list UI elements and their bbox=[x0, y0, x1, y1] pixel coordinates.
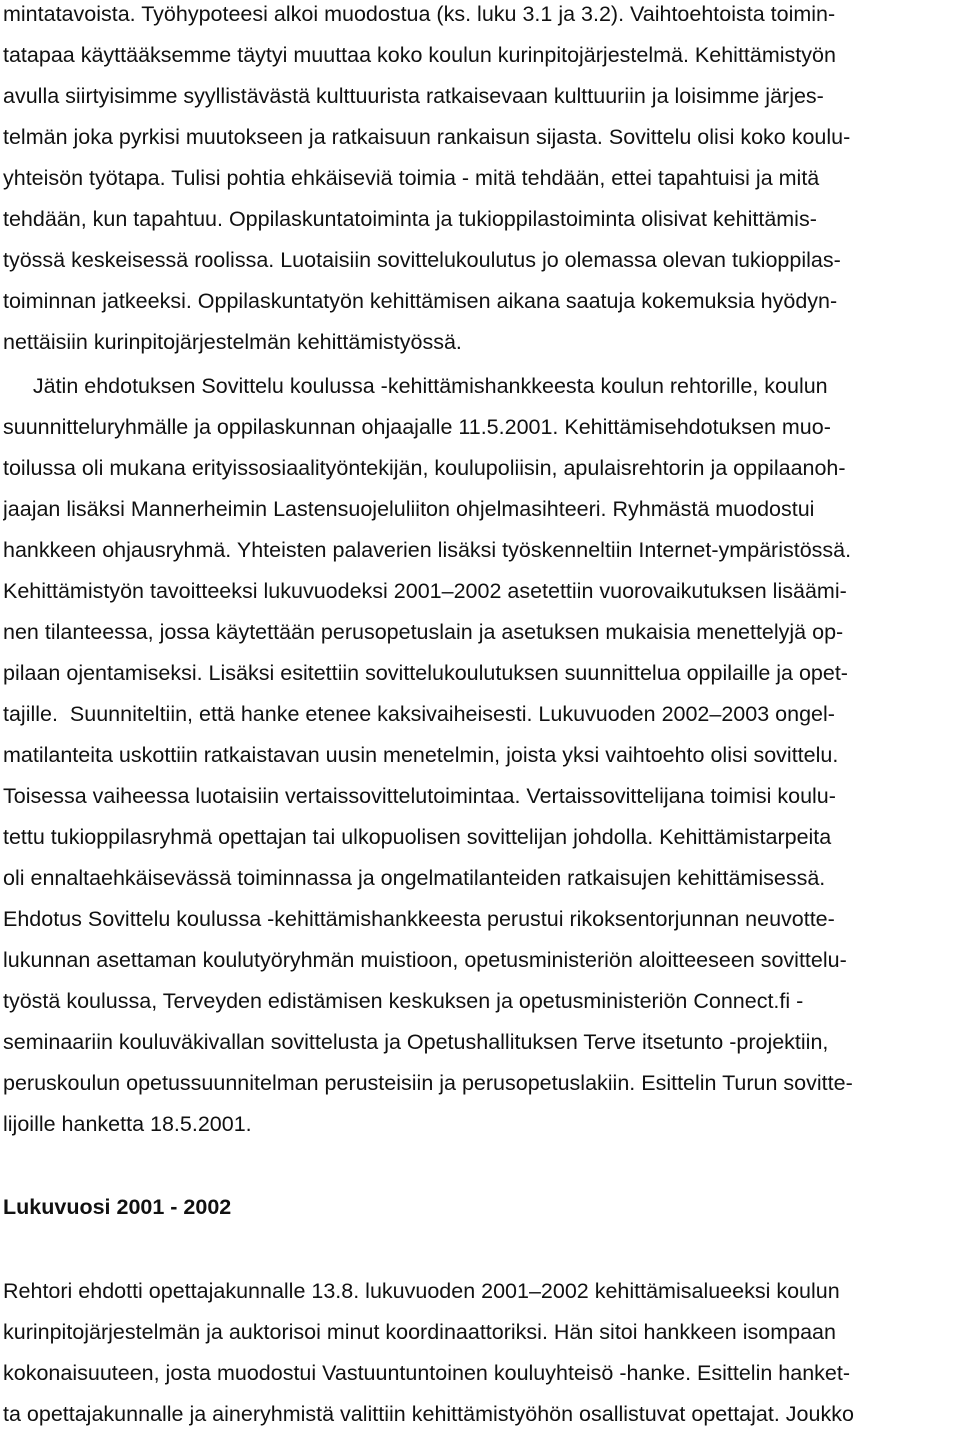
paragraph-2-line: nen tilanteessa, jossa käytettään perusopetuslain ja asetuksen mukaisia menettelyjä op- bbox=[3, 620, 844, 644]
paragraph-2-line: työstä koulussa, Terveyden edistämisen keskuksen ja opetusministeriön Connect.fi - bbox=[3, 989, 804, 1013]
paragraph-3-line: Rehtori ehdotti opettajakunnalle 13.8. lukuvuoden 2001–2002 kehittämisalueeksi koulun bbox=[3, 1279, 840, 1303]
paragraph-3-line: kokonaisuuteen, josta muodostui Vastuuntuntoinen kouluyhteisö -hanke. Esittelin hanket- bbox=[3, 1361, 851, 1385]
paragraph-3-line: kurinpitojärjestelmän ja auktorisoi minut koordinaattoriksi. Hän sitoi hankkeen isompaan bbox=[3, 1320, 836, 1344]
paragraph-1-line: telmän joka pyrkisi muutokseen ja ratkaisuun rankaisun sijasta. Sovittelu olisi koko koulu- bbox=[3, 125, 851, 149]
paragraph-1-line: tehdään, kun tapahtuu. Oppilaskuntatoiminta ja tukioppilastoiminta olisivat kehittämis- bbox=[3, 207, 817, 231]
paragraph-2-line: Toisessa vaiheessa luotaisiin vertaissovittelutoimintaa. Vertaissovittelijana toimisi koulu- bbox=[3, 784, 836, 808]
paragraph-2-line: matilanteita uskottiin ratkaistavan uusin menetelmin, joista yksi vaihtoehto olisi sovittelu. bbox=[3, 743, 839, 767]
paragraph-1-line: avulla siirtyisimme syyllistävästä kulttuurista ratkaisevaan kulttuuriin ja loisimme järjes- bbox=[3, 84, 824, 108]
paragraph-2-line: Jätin ehdotuksen Sovittelu koulussa -kehittämishankkeesta koulun rehtorille, koulun bbox=[3, 374, 828, 398]
paragraph-2-line: pilaan ojentamiseksi. Lisäksi esitettiin sovittelukoulutuksen suunnittelua oppilaille ja opet- bbox=[3, 661, 848, 685]
paragraph-2-line: Ehdotus Sovittelu koulussa -kehittämishankkeesta perustui rikoksentorjunnan neuvotte- bbox=[3, 907, 835, 931]
paragraph-1-line: tatapaa käyttääksemme täytyi muuttaa koko koulun kurinpitojärjestelmä. Kehittämistyön bbox=[3, 43, 836, 67]
paragraph-1-line: nettäisiin kurinpitojärjestelmän kehittämistyössä. bbox=[3, 330, 462, 354]
paragraph-2-line: hankkeen ohjausryhmä. Yhteisten palaverien lisäksi työskenneltiin Internet-ympäristössä. bbox=[3, 538, 852, 562]
paragraph-1-line: yhteisön työtapa. Tulisi pohtia ehkäiseviä toimia - mitä tehdään, ettei tapahtuisi ja mitä bbox=[3, 166, 820, 190]
section-heading: Lukuvuosi 2001 - 2002 bbox=[3, 1195, 232, 1219]
paragraph-2-line: tettu tukioppilasryhmä opettajan tai ulkopuolisen sovittelijan johdolla. Kehittämistarpeita bbox=[3, 825, 832, 849]
paragraph-2-line: seminaariin kouluväkivallan sovittelusta ja Opetushallituksen Terve itsetunto -projektiin, bbox=[3, 1030, 829, 1054]
paragraph-2-line: oli ennaltaehkäisevässä toiminnassa ja ongelmatilanteiden ratkaisujen kehittämisessä. bbox=[3, 866, 826, 890]
paragraph-2-line: suunnitteluryhmälle ja oppilaskunnan ohjaajalle 11.5.2001. Kehittämisehdotuksen muo- bbox=[3, 415, 831, 439]
paragraph-1-line: työssä keskeisessä roolissa. Luotaisiin sovittelukoulutus jo olemassa olevan tukioppilas- bbox=[3, 248, 841, 272]
paragraph-2-line: lukunnan asettaman koulutyöryhmän muistioon, opetusministeriön aloitteeseen sovittelu- bbox=[3, 948, 847, 972]
paragraph-1-line: toiminnan jatkeeksi. Oppilaskuntatyön kehittämisen aikana saatuja kokemuksia hyödyn- bbox=[3, 289, 838, 313]
paragraph-2-line: jaajan lisäksi Mannerheimin Lastensuojeluliiton ohjelmasihteeri. Ryhmästä muodostui bbox=[3, 497, 815, 521]
paragraph-2-line: toilussa oli mukana erityissosiaalityöntekijän, koulupoliisin, apulaisrehtorin ja oppilaanoh- bbox=[3, 456, 846, 480]
paragraph-2-line: tajille. Suunniteltiin, että hanke etenee kaksivaiheisesti. Lukuvuoden 2002–2003 ongel- bbox=[3, 702, 835, 726]
paragraph-1-line: mintatavoista. Työhypoteesi alkoi muodostua (ks. luku 3.1 ja 3.2). Vaihtoehtoista toimin- bbox=[3, 2, 836, 26]
paragraph-3-line: ta opettajakunnalle ja aineryhmistä valittiin kehittämistyöhön osallistuvat opettajat. Joukko bbox=[3, 1402, 854, 1426]
paragraph-2-line: lijoille hanketta 18.5.2001. bbox=[3, 1112, 252, 1136]
paragraph-2-line: peruskoulun opetussuunnitelman perusteisiin ja perusopetuslakiin. Esittelin Turun sovitte- bbox=[3, 1071, 853, 1095]
paragraph-2-line: Kehittämistyön tavoitteeksi lukuvuodeksi 2001–2002 asetettiin vuorovaikutuksen lisäämi- bbox=[3, 579, 847, 603]
